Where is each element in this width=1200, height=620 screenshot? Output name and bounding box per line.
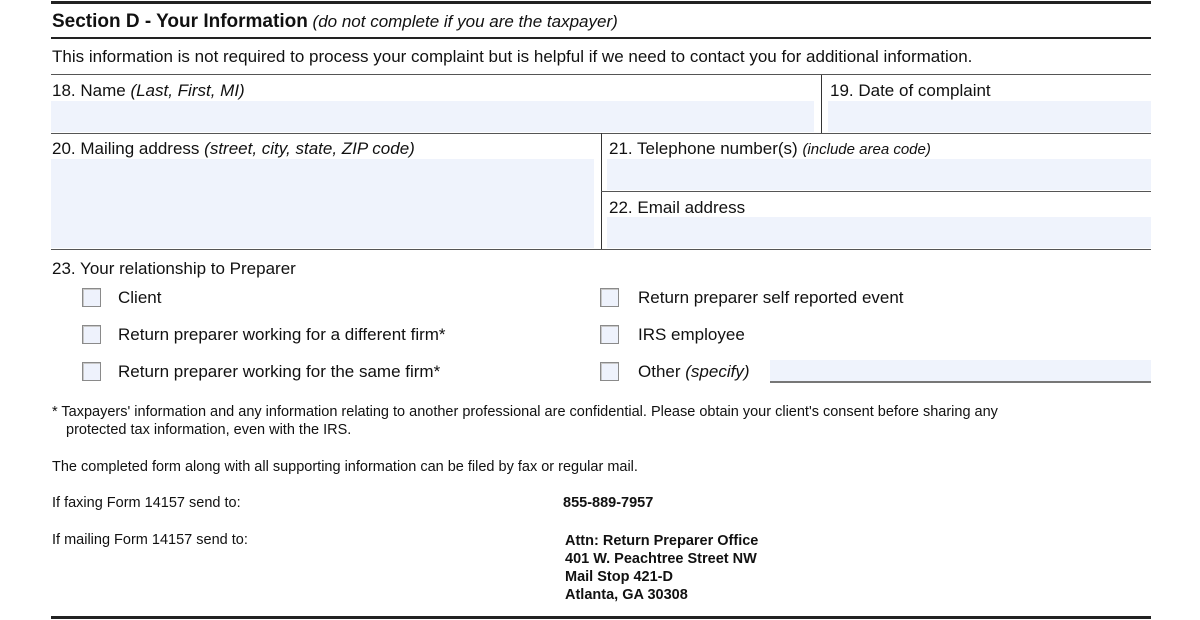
option-other-hint: (specify) [685,362,750,381]
address-hint: (street, city, state, ZIP code) [204,139,415,158]
mail-label: If mailing Form 14157 send to: [52,532,248,548]
checkbox-irs-employee[interactable] [600,325,619,344]
option-different-firm-label: Return preparer working for a different firm* [118,325,446,344]
checkbox-other[interactable] [600,362,619,381]
name-label [52,81,245,101]
checkbox-self-reported[interactable] [600,288,619,307]
option-irs-employee-label: IRS employee [638,325,745,344]
name-input[interactable] [51,101,814,132]
address-label-text: 20. Mailing address [52,139,200,158]
telephone-hint: (include area code) [802,141,931,158]
email-label: 22. Email address [609,198,746,217]
mail-address-line: Atlanta, GA 30308 [565,587,688,603]
fax-number: 855-889-7957 [563,495,654,511]
relationship-label: 23. Your relationship to Preparer [52,259,296,278]
bottom-rule [51,616,1151,619]
telephone-input[interactable] [607,159,1151,190]
fax-label: If faxing Form 14157 send to: [52,495,241,511]
mail-address-line: 401 W. Peachtree Street NW [565,551,757,567]
mail-address-line: Mail Stop 421-D [565,569,673,585]
telephone-rule [601,191,1151,192]
section-subtitle: (do not complete if you are the taxpayer) [312,12,618,31]
section-header [52,11,618,33]
checkbox-different-firm[interactable] [82,325,101,344]
footnote-line1: * Taxpayers' information and any information relating to another professional are confidential. Please obtain your client's consent before sharing any [52,404,998,420]
intro-text: This information is not required to process your complaint but is helpful if we need to contact you for additional information. [52,47,973,66]
date-input[interactable] [828,101,1151,132]
telephone-label-text: 21. Telephone number(s) [609,139,798,158]
email-input[interactable] [607,217,1151,248]
top-rule [51,1,1151,4]
header-rule [51,37,1151,39]
address-input[interactable] [51,159,594,248]
footnote-line2: protected tax information, even with the IRS. [66,422,352,438]
option-other-label [638,362,750,382]
checkbox-client[interactable] [82,288,101,307]
intro-rule [51,74,1151,75]
checkbox-same-firm[interactable] [82,362,101,381]
filing-note: The completed form along with all supporting information can be filed by fax or regular mail. [52,459,638,475]
name-label-text: 18. Name [52,81,126,100]
mail-address [565,532,758,604]
name-hint: (Last, First, MI) [130,81,245,100]
row20-rule [51,249,1151,250]
address-label [52,139,415,159]
telephone-label [609,139,931,159]
date-label: 19. Date of complaint [830,81,991,100]
mail-address-line: Attn: Return Preparer Office [565,533,759,549]
option-same-firm-label: Return preparer working for the same firm* [118,362,441,381]
other-specify-input[interactable] [770,360,1151,383]
option-self-reported-label: Return preparer self reported event [638,288,904,307]
option-other-text: Other [638,362,681,381]
name-date-divider [821,75,822,133]
option-client-label: Client [118,288,162,307]
section-title: Section D - Your Information [52,11,308,32]
